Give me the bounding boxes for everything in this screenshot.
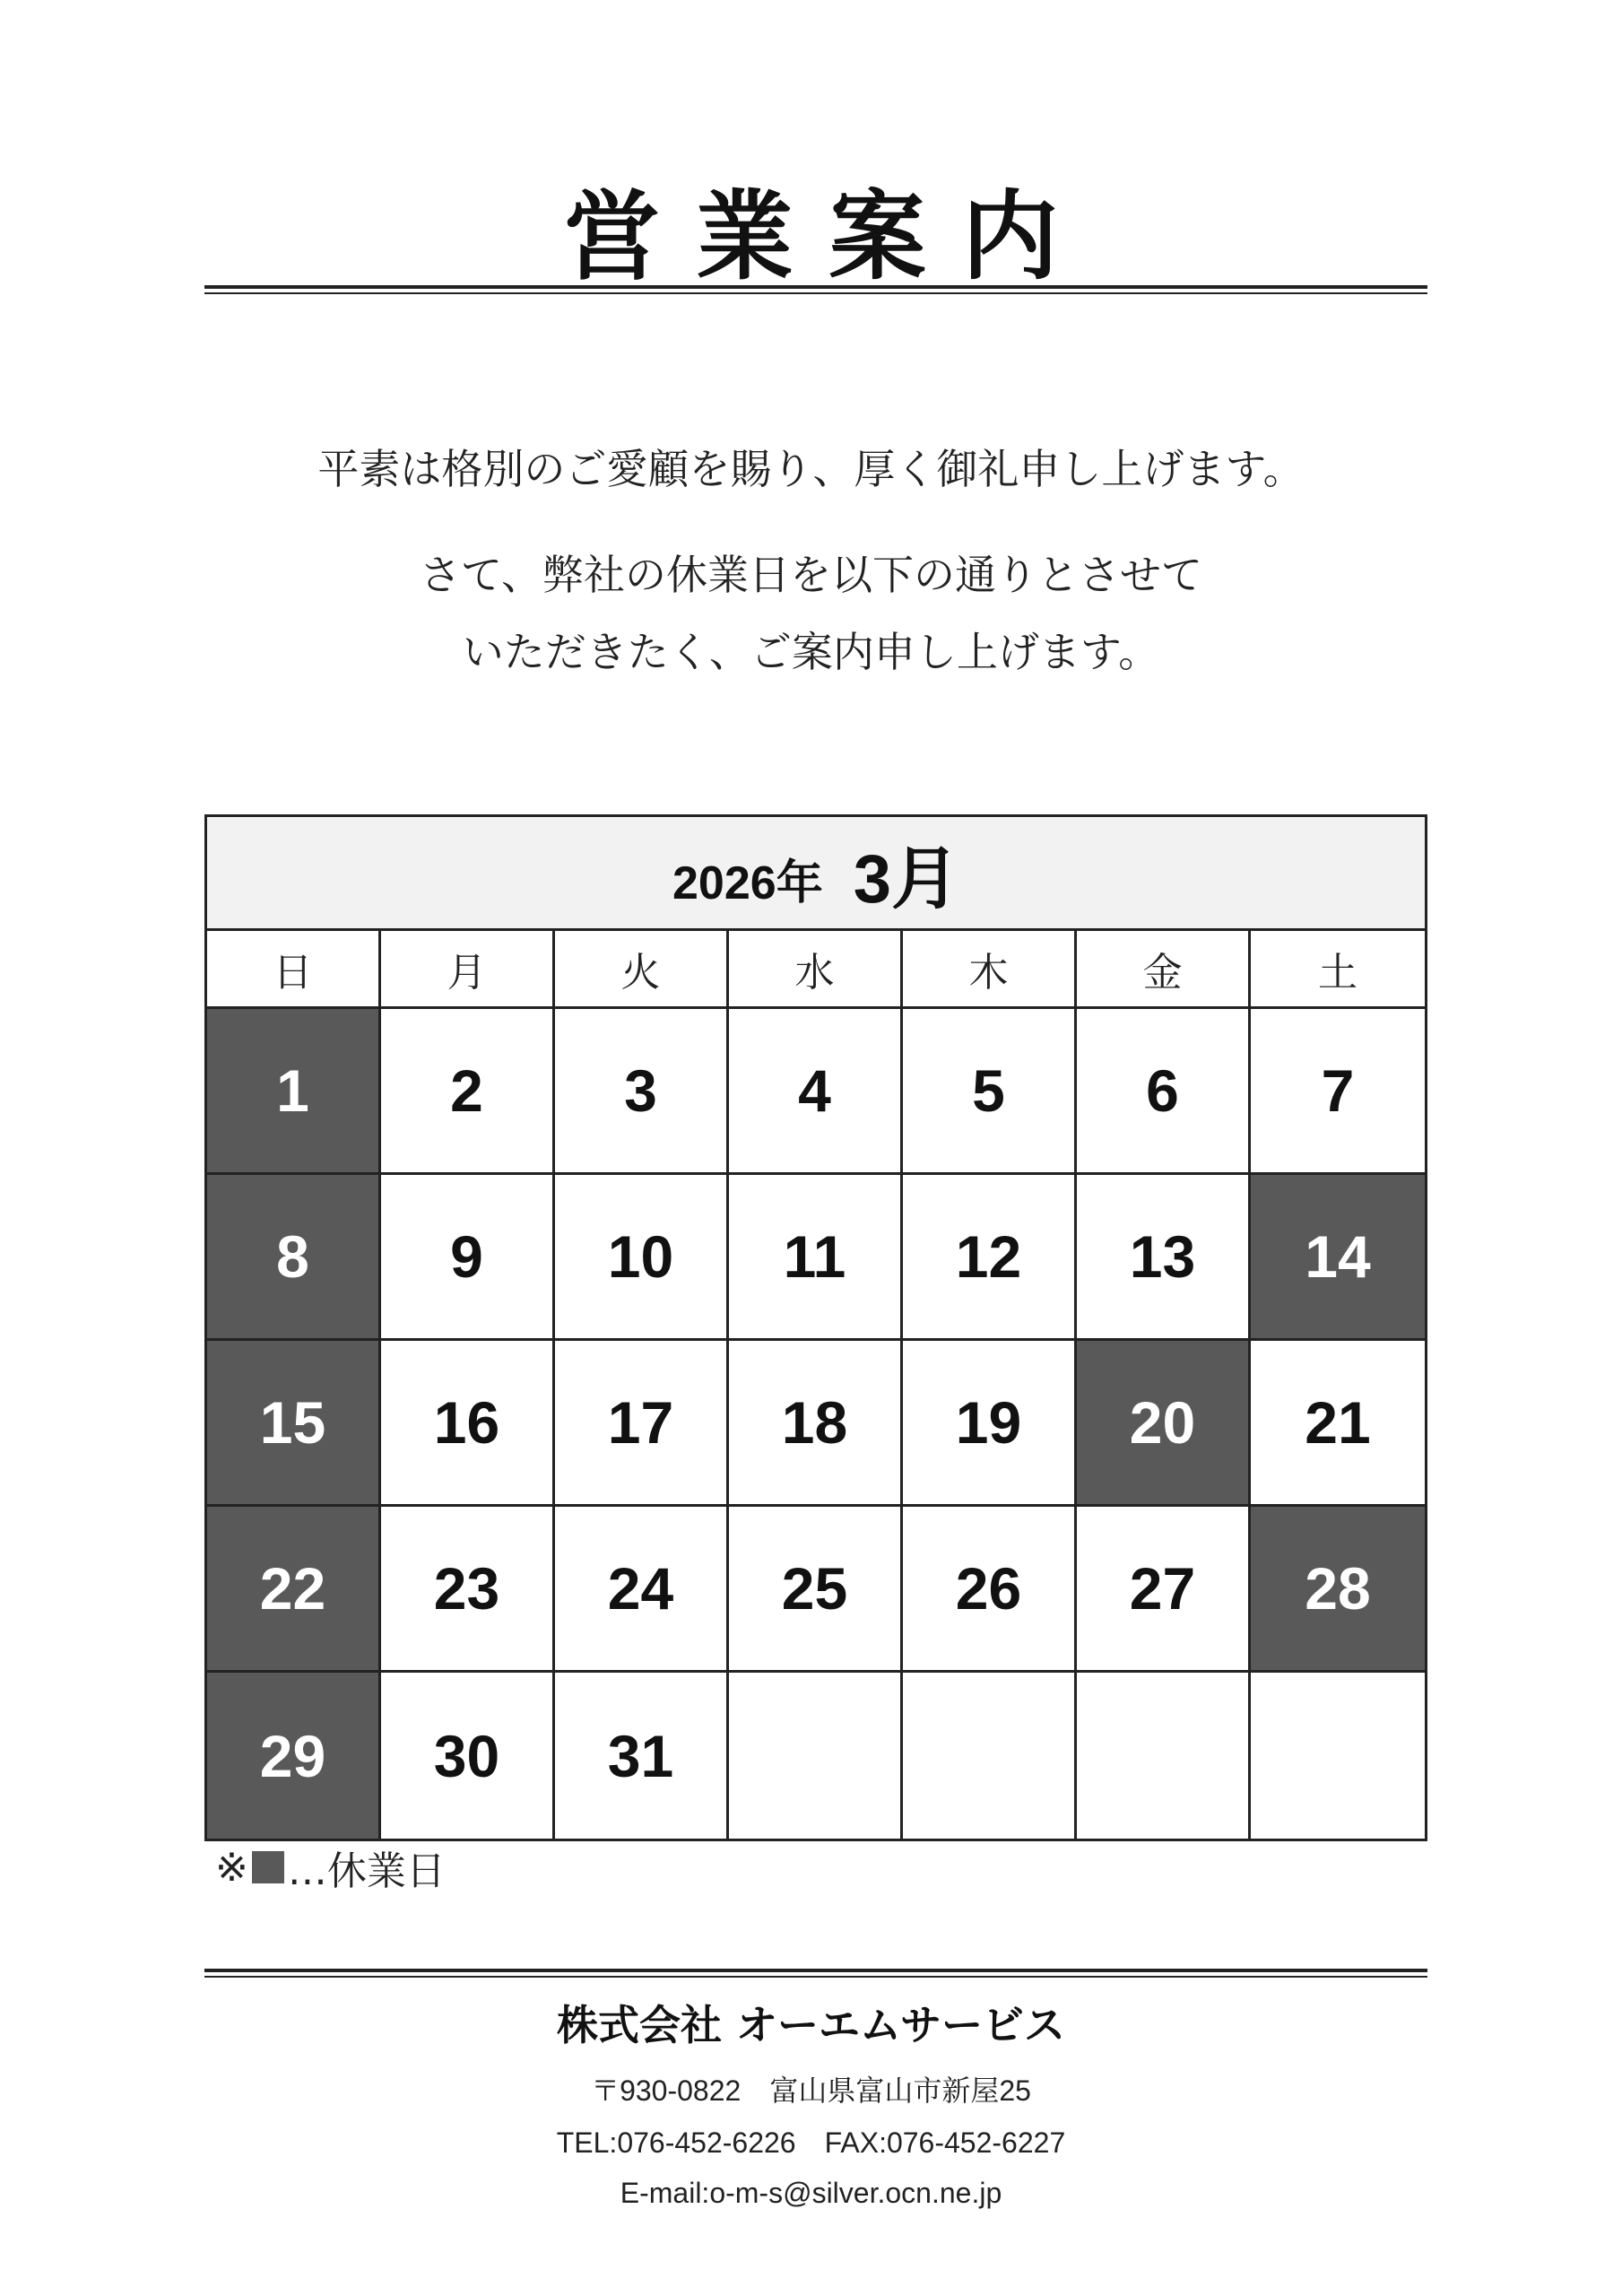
calendar-day: 12 [903, 1175, 1077, 1341]
weekday-fri: 金 [1077, 931, 1251, 1006]
legend-note-mark: ※ [215, 1844, 248, 1891]
greeting-paragraph-1 [0, 430, 1622, 508]
calendar-day: 27 [1077, 1507, 1251, 1673]
calendar-day: 19 [903, 1341, 1077, 1507]
calendar-day-holiday: 1 [207, 1009, 381, 1175]
legend-holiday-swatch [252, 1851, 284, 1883]
calendar-day-holiday: 14 [1251, 1175, 1425, 1341]
footer-divider [204, 1969, 1427, 1978]
calendar-day: 2 [381, 1009, 555, 1175]
calendar-day-holiday: 20 [1077, 1341, 1251, 1507]
weekday-wed: 水 [729, 931, 903, 1006]
calendar-day-empty [903, 1673, 1077, 1839]
calendar-header [207, 817, 1425, 931]
weekday-sun: 日 [207, 931, 381, 1006]
company-address: 〒930-0822 富山県富山市新屋25 [591, 2074, 1031, 2107]
calendar-day-holiday: 29 [207, 1673, 381, 1839]
calendar-day: 9 [381, 1175, 555, 1341]
calendar-day: 6 [1077, 1009, 1251, 1175]
weekday-sat: 土 [1318, 950, 1357, 996]
calendar-day-empty [1077, 1673, 1251, 1839]
calendar-day-empty [729, 1673, 903, 1839]
company-tel-fax: TEL:076-452-6226 FAX:076-452-6227 [556, 2126, 1066, 2159]
page-title: 営業案内 [563, 181, 1095, 293]
calendar-day: 25 [729, 1507, 903, 1673]
calendar-day: 5 [903, 1009, 1077, 1175]
calendar-day: 4 [729, 1009, 903, 1175]
greeting-line-2: さて、弊社の休業日を以下の通りとさせて [419, 551, 1203, 599]
calendar-day-holiday: 28 [1251, 1507, 1425, 1673]
title-divider [204, 285, 1427, 294]
greeting-line-1: 平素は格別のご愛顧を賜り、厚く御礼申し上げます。 [317, 445, 1305, 493]
holiday-legend [215, 1839, 446, 1896]
calendar-year: 2026年 [672, 857, 823, 909]
calendar-day-empty [1251, 1673, 1425, 1839]
legend-label: …休業日 [287, 1848, 446, 1894]
greeting-line-3: いただきたく、ご案内申し上げます。 [462, 628, 1160, 676]
calendar-day: 10 [555, 1175, 729, 1341]
calendar-day-holiday: 22 [207, 1507, 381, 1673]
calendar-day: 21 [1251, 1341, 1425, 1507]
calendar-day: 31 [555, 1673, 729, 1839]
calendar-day: 23 [381, 1507, 555, 1673]
weekday-header-row [207, 931, 1425, 1009]
calendar-day: 16 [381, 1341, 555, 1507]
calendar-day: 18 [729, 1341, 903, 1507]
weekday-mon: 月 [381, 931, 555, 1006]
calendar [204, 814, 1427, 1841]
company-name: 株式会社 オーエムサービス [556, 2001, 1066, 2049]
greeting-paragraph-2 [0, 536, 1622, 691]
company-email: E-mail:o-m-s@silver.ocn.ne.jp [620, 2177, 1002, 2209]
calendar-day: 17 [555, 1341, 729, 1507]
calendar-month: 3月 [853, 840, 959, 918]
weekday-thu: 木 [903, 931, 1077, 1006]
calendar-day: 26 [903, 1507, 1077, 1673]
calendar-days-grid [207, 1009, 1425, 1839]
calendar-day: 7 [1251, 1009, 1425, 1175]
calendar-day: 3 [555, 1009, 729, 1175]
weekday-tue: 火 [555, 931, 729, 1006]
calendar-day: 30 [381, 1673, 555, 1839]
calendar-day: 13 [1077, 1175, 1251, 1341]
calendar-day: 11 [729, 1175, 903, 1341]
calendar-day-holiday: 15 [207, 1341, 381, 1507]
calendar-day-holiday: 8 [207, 1175, 381, 1341]
calendar-day: 24 [555, 1507, 729, 1673]
